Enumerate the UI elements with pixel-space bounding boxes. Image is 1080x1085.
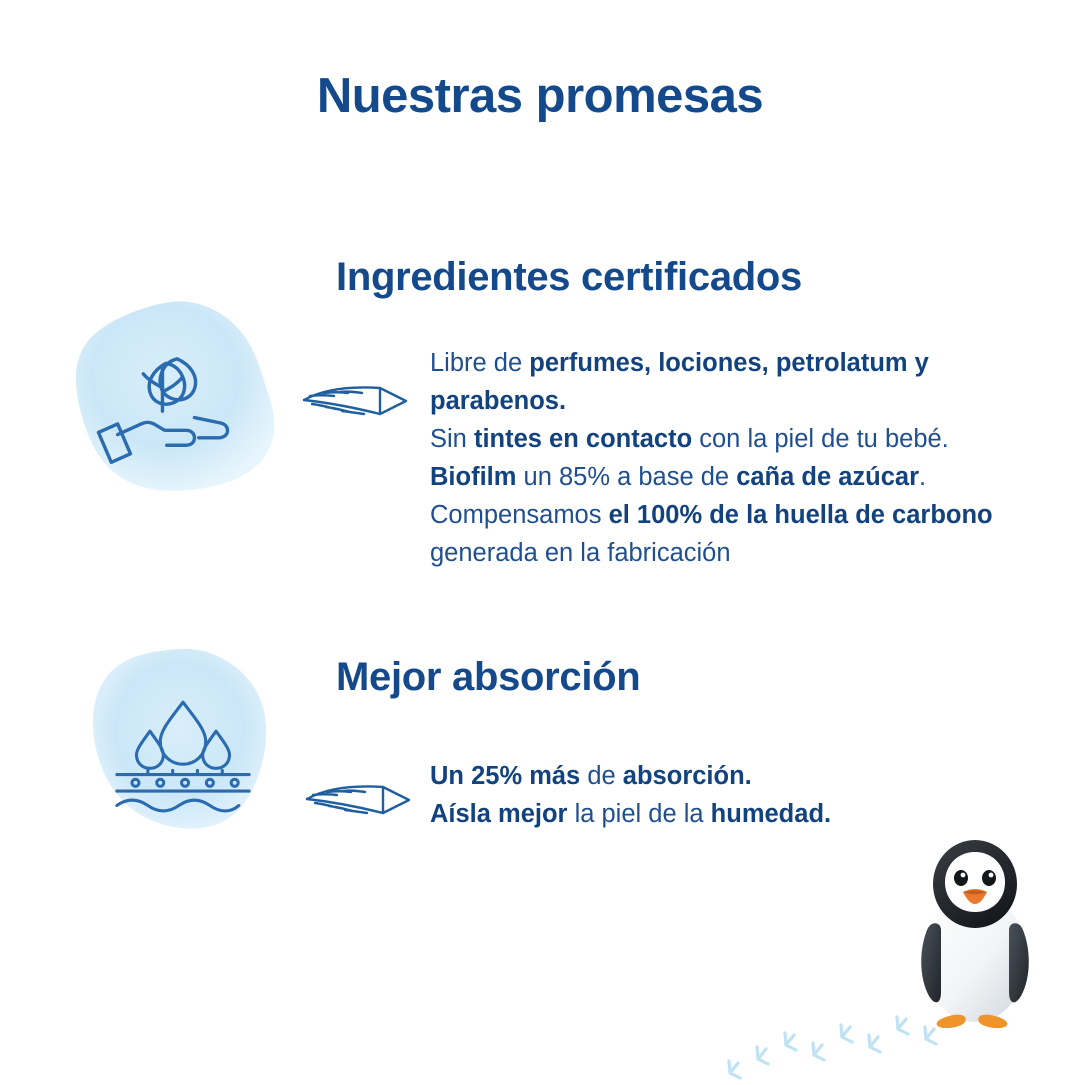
promise-body-absorcion [430,757,1050,833]
promise-heading-absorcion: Mejor absorción [336,655,641,699]
promise-line: Biofilm un 85% a base de caña de azúcar. [430,463,927,491]
badge-ingredientes [58,296,284,522]
hand-drawn-arrow-icon [300,366,410,431]
hand-with-leaves-icon [58,296,284,522]
promise-line: Sin tintes en contacto con la piel de tu bebé. [430,425,949,453]
promise-line: Libre de perfumes, lociones, petrolatum y parabenos. [430,349,929,415]
hand-drawn-arrow-icon [303,765,413,830]
promise-line: Compensamos el 100% de la huella de carbono generada en la fabricación [430,501,993,567]
promise-line: Un 25% más de absorción. [430,762,752,790]
penguin-mascot [905,826,1045,1036]
promise-body-ingredientes [430,344,1050,572]
badge-absorcion [70,645,296,871]
water-drop-absorption-icon [70,645,296,871]
promise-line: Aísla mejor la piel de la humedad. [430,800,832,828]
page-title: Nuestras promesas [316,69,764,123]
promise-heading-ingredientes: Ingredientes certificados [336,255,802,299]
